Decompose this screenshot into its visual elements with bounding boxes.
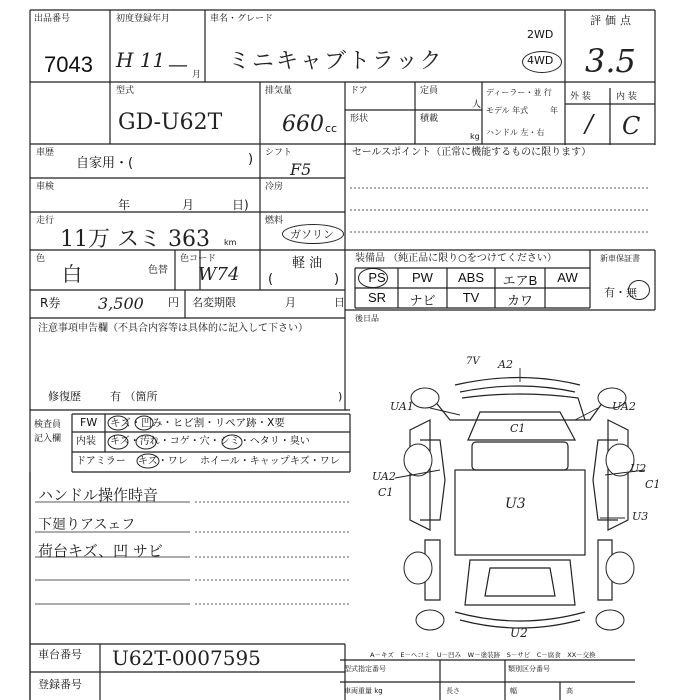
equip-aw: AW [557,270,578,285]
fuel-paren-open: ( [268,272,274,287]
km-unit: km [224,238,237,247]
inspector-label: 検査員 [34,420,62,430]
form-width: 幅 [510,687,517,695]
form-category-number: 類別区分番号 [508,665,550,673]
sales-point-label: セールスポイント（正常に機能するものに限ります） [352,147,592,158]
fw-items: キズ・凹み・ヒビ割・リペア跡・X要 [110,417,285,429]
mark-a2-front: A2 [498,358,513,371]
note-line-3: 荷台キズ、凹 サビ [38,542,163,560]
handle-label: ハンドル 左・右 [486,128,545,137]
mark-u2-right: U2 [630,462,647,475]
recycle-yen: 円 [168,296,179,309]
form-type-number: 型式指定番号 [344,665,386,673]
repair-history-value: 有 （箇所 [110,390,158,403]
form-vehicle-weight: 車両重量 kg [344,687,383,695]
mileage-label: 走行 [36,216,55,226]
kg-unit: kg [470,132,480,141]
fuel-label: 燃料 [265,216,284,226]
form-height: 高 [566,687,573,695]
year-unit: 年 [550,106,558,115]
mark-ua1: UA1 [390,400,414,413]
usage-type-label: 車歴 [36,148,55,158]
mark-u3-right: U3 [632,510,649,523]
mark-u2-rear: U2 [510,626,528,640]
color-code-label: 色コード [180,254,217,264]
equip-ps: PS [368,270,386,285]
cooler-label: 冷房 [265,182,284,192]
fuel-paren-close: ) [334,272,340,287]
form-length: 長さ [446,687,460,695]
door-label: ドア [350,86,368,96]
delivery-label: 後日品 [355,314,379,323]
chassis-number-value: U62T-0007595 [112,646,261,670]
color-code-value: W74 [198,264,240,285]
warranty-value: 有・無 [604,286,637,299]
shift-value: F5 [290,160,312,179]
fuel-value: ガソリン [290,228,334,241]
drive-2wd: 2WD [527,28,554,41]
interior-inspect-label: 内装 [76,436,96,447]
equip-tv: TV [462,290,480,305]
shift-label: シフト [265,148,293,158]
note-line-2: 下廻りアスェフ [38,517,136,533]
color-value: 白 [62,262,82,286]
recycle-value: 3,500 [98,294,144,313]
inspection-day: 日) [232,198,249,212]
equip-leather: カワ [506,293,533,308]
drive-4wd: 4WD [527,54,554,67]
exterior-grade: / [585,110,594,138]
displacement-label: 排気量 [265,86,293,96]
diesel-label: 軽 油 [292,256,323,271]
load-label: 積載 [420,114,439,124]
first-registration-value: H 11 [116,48,166,72]
equip-abs: ABS [457,270,484,285]
color-change-label: 色替 [148,265,168,276]
dealer-label: ディーラー・並 行 [486,88,552,97]
registration-number-label: 登録番号 [38,678,82,691]
displacement-unit: cc [325,122,338,135]
equip-pw: PW [412,270,433,285]
wheel-items: キズ・ワレ [290,456,340,467]
new-car-warranty-label: 新車保証書 [600,254,640,263]
inspection-label: 車検 [36,182,55,192]
mark-c1-left: C1 [378,486,394,499]
score-label: 評価点 [590,14,635,27]
equip-navi: ナビ [409,293,436,308]
mileage-value: 11万 スミ 363 [60,227,210,252]
equip-airbag: エアB [502,273,538,288]
vehicle-name-label: 車名・グレード [210,14,274,24]
first-registration-label: 初度登録年月 [116,14,171,24]
shape-label: 形状 [350,114,369,124]
repair-history-label: 修復歴 [48,390,81,403]
first-registration-dash: — [168,52,188,76]
name-change-period-label: 名変期限 [192,296,236,309]
equipment-label: 装備品 （純正品に限り○をつけてください） [355,253,557,264]
person-unit: 人 [472,100,482,110]
recycle-label: R券 [40,296,61,310]
equip-sr: SR [367,290,387,305]
mark-ua2-left: UA2 [372,470,396,483]
mark-c1-front: C1 [510,422,526,435]
notes-label: 注意事項申告欄（不具合内容等は具体的に記入して下さい） [38,323,308,334]
vehicle-name-value: ミニキャブトラック [228,49,444,74]
exterior-label: 外 装 [570,92,591,102]
model-year-label: モデル 年式 [486,106,529,115]
wheel-label: ホイール・キャップ [200,456,290,467]
displacement-value: 660 [282,112,324,137]
month-suffix: 月 [192,70,202,80]
note-line-1: ハンドル操作時音 [38,486,159,504]
period-day: 日 [334,296,345,309]
mark-c1-right: C1 [645,478,661,491]
lot-number-value: 7043 [44,52,93,77]
score-value: 3.5 [585,42,636,80]
mark-u3-bed: U3 [505,496,526,512]
inspection-year: 年 [118,198,131,212]
interior-inspect-items: キズ・汚れ・コゲ・穴・シミ・ヘタリ・臭い [110,436,310,447]
lot-number-label: 出品番号 [34,14,71,24]
usage-type-close: ) [248,152,254,167]
mirror-items: キズ・ワレ [138,456,188,467]
chassis-number-label: 車台番号 [38,648,82,661]
mark-ua2-right: UA2 [612,400,636,413]
model-code-label: 型式 [116,86,135,96]
mirror-label: ドアミラー [76,456,126,467]
color-label: 色 [36,254,46,264]
inspection-month: 月 [182,198,195,212]
usage-type-value: 自家用・( [76,156,134,171]
entry-label: 記入欄 [34,434,62,444]
interior-grade: C [622,112,641,140]
mark-7v: 7V [466,356,480,367]
interior-label: 内 装 [616,92,637,102]
capacity-label: 定員 [420,86,439,96]
model-code-value: GD-U62T [118,110,223,135]
repair-close: ) [338,390,343,403]
period-month: 月 [285,296,296,309]
damage-legend: A－キズ E－ヘコミ U－凹み W－塗装跡 S－サビ C－腐食 XX－交換 [370,651,596,659]
fw-label: FW [80,416,98,429]
